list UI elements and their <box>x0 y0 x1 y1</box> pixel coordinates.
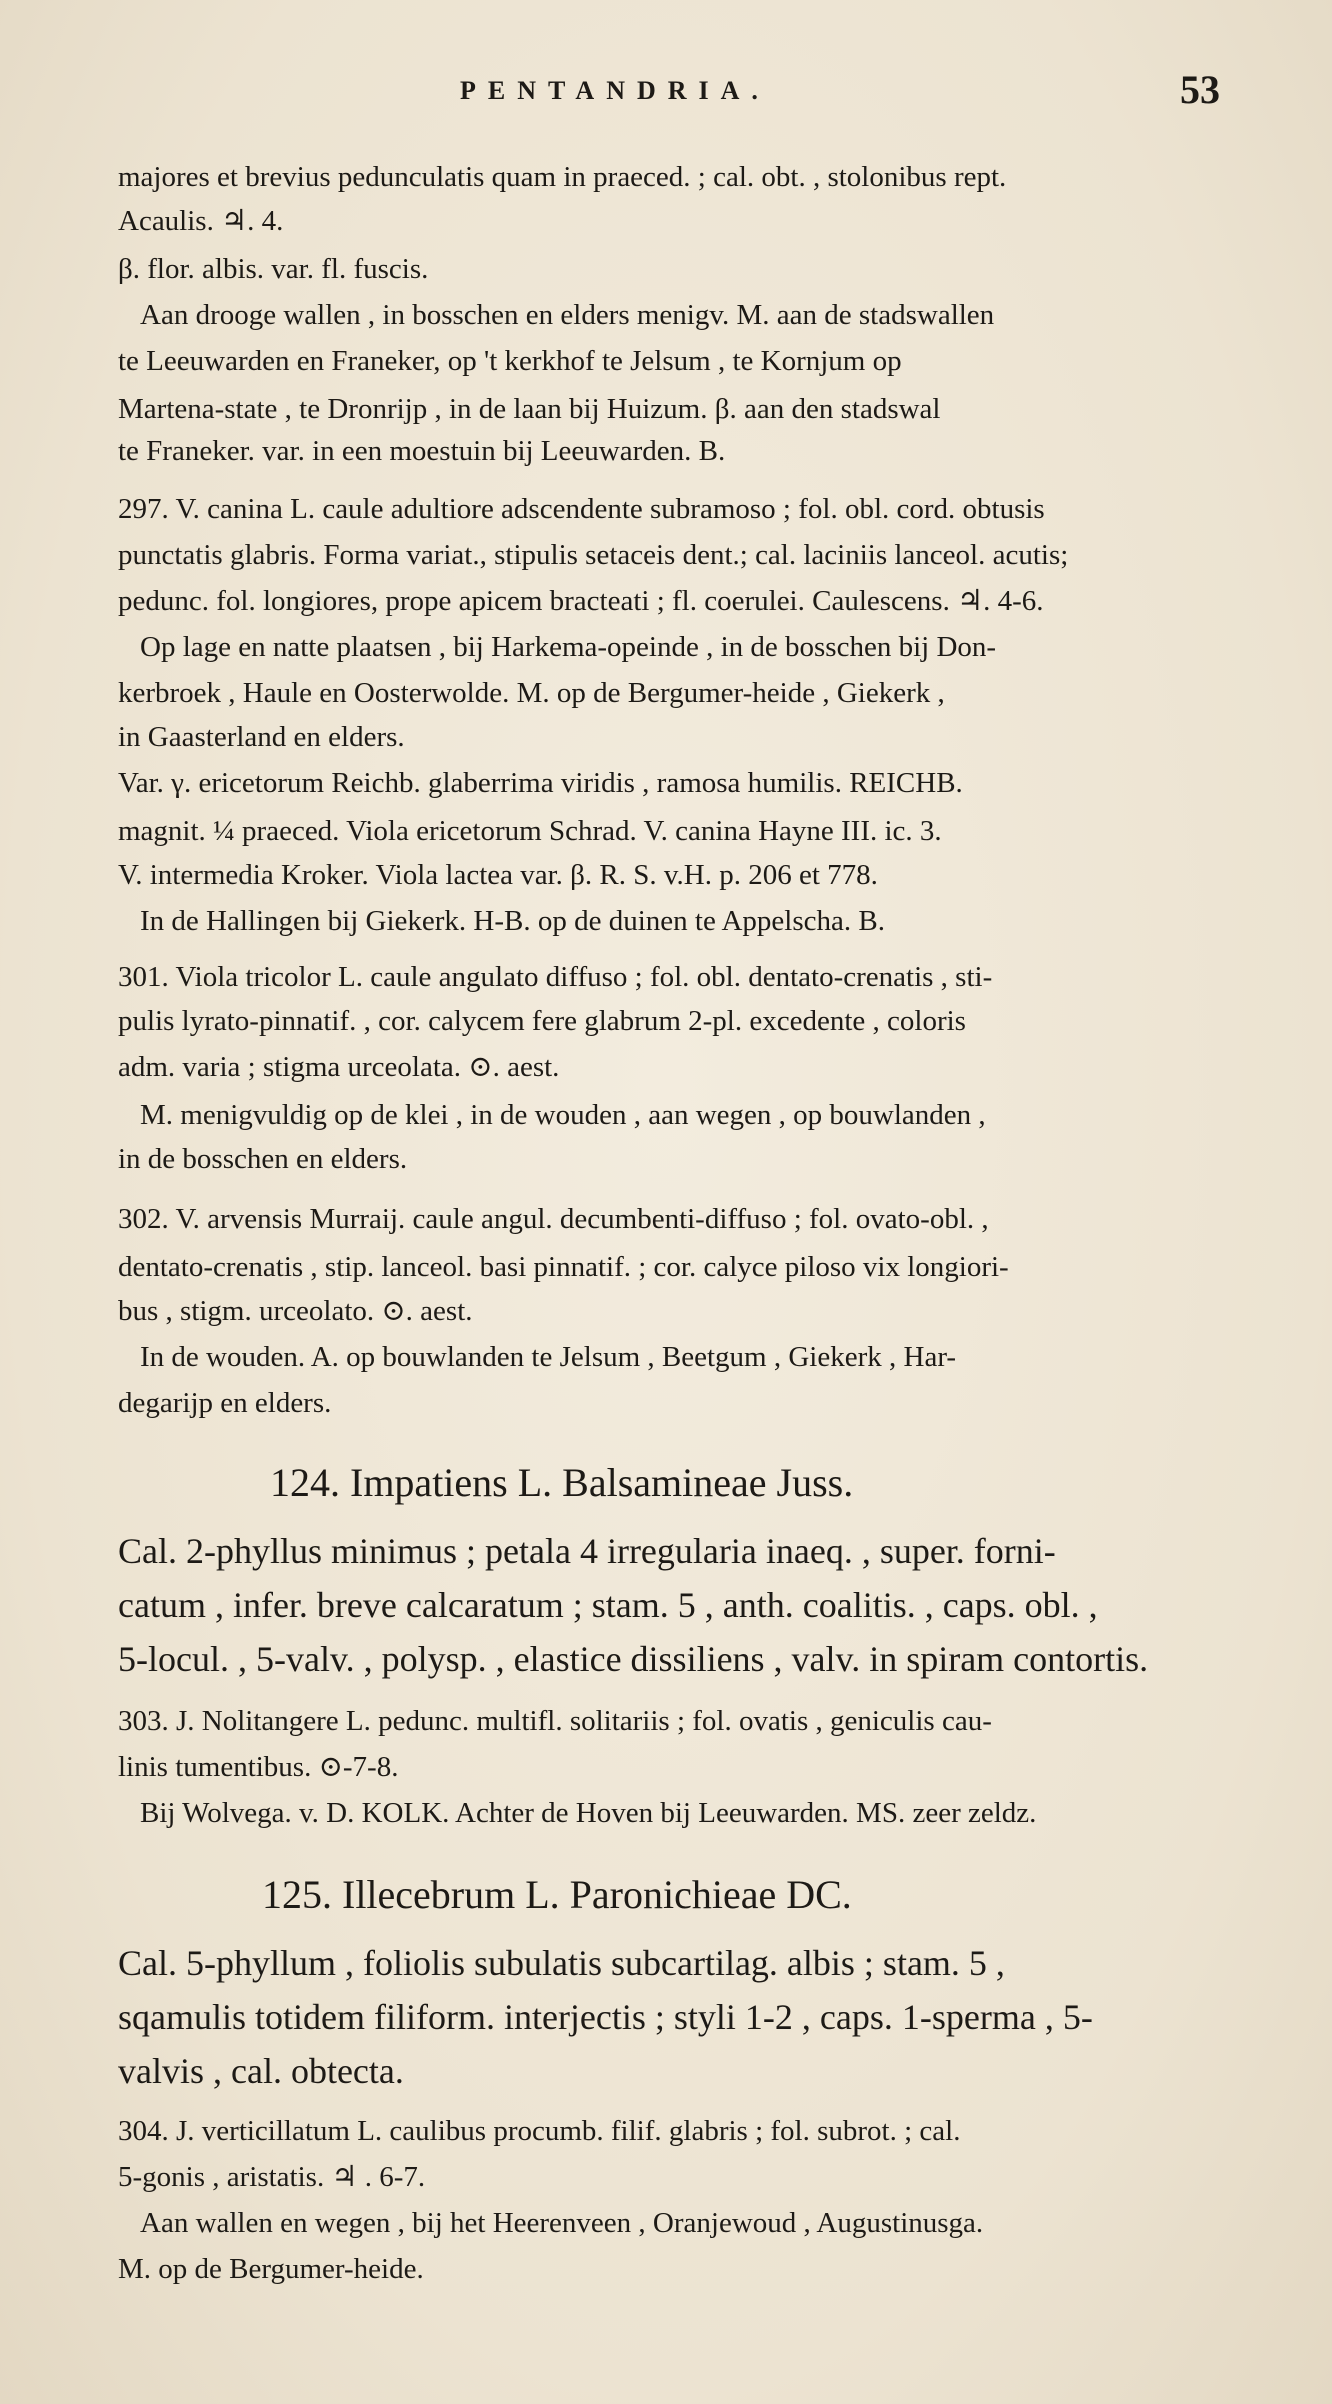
genus-description: 5-locul. , 5-valv. , polysp. , elastice dissiliens , valv. in spiram contortis. <box>118 1639 1149 1679</box>
page-number: 53 <box>1180 67 1220 112</box>
text-line: Aan wallen en wegen , bij het Heerenveen , Oranjewoud , Augustinusga. <box>140 2207 984 2239</box>
genus-description: valvis , cal. obtecta. <box>118 2051 404 2091</box>
text-line: V. intermedia Kroker. Viola lactea var. β. R. S. v.H. p. 206 et 778. <box>118 859 878 891</box>
genus-description: catum , infer. breve calcaratum ; stam. 5 , anth. coalitis. , caps. obl. , <box>118 1585 1098 1625</box>
species-entry: 301. Viola tricolor L. caule angulato diffuso ; fol. obl. dentato-crenatis , sti- <box>118 961 993 993</box>
species-entry: 304. J. verticillatum L. caulibus procumb. filif. glabris ; fol. subrot. ; cal. <box>118 2115 961 2147</box>
text-line: Var. γ. ericetorum Reichb. glaberrima viridis , ramosa humilis. REICHB. <box>118 767 963 799</box>
text-line: bus , stigm. urceolato. ⊙. aest. <box>118 1295 473 1327</box>
genus-description: Cal. 2-phyllus minimus ; petala 4 irregularia inaeq. , super. forni- <box>118 1531 1056 1571</box>
text-line: linis tumentibus. ⊙-7-8. <box>118 1751 399 1783</box>
text-line: in Gaasterland en elders. <box>118 721 405 753</box>
genus-heading: 125. Illecebrum L. Paronichieae DC. <box>262 1872 852 1917</box>
text-line: kerbroek , Haule en Oosterwolde. M. op de Bergumer-heide , Giekerk , <box>118 677 945 709</box>
text-line: Bij Wolvega. v. D. KOLK. Achter de Hoven bij Leeuwarden. MS. zeer zeldz. <box>140 1797 1037 1829</box>
text-line: magnit. ¼ praeced. Viola ericetorum Schrad. V. canina Hayne III. ic. 3. <box>118 815 942 847</box>
text-line: M. op de Bergumer-heide. <box>118 2253 424 2285</box>
text-line: in de bosschen en elders. <box>118 1143 408 1175</box>
text-line: Op lage en natte plaatsen , bij Harkema-opeinde , in de bosschen bij Don- <box>140 631 997 663</box>
text-line: Aan drooge wallen , in bosschen en elders menigv. M. aan de stadswallen <box>140 299 995 331</box>
page-header <box>0 66 1332 116</box>
text-line: In de Hallingen bij Giekerk. H-B. op de duinen te Appelscha. B. <box>140 905 885 937</box>
species-entry: 297. V. canina L. caule adultiore adscendente subramoso ; fol. obl. cord. obtusis <box>118 493 1045 525</box>
text-line: pulis lyrato-pinnatif. , cor. calycem fere glabrum 2-pl. excedente , coloris <box>118 1005 966 1037</box>
text-line: M. menigvuldig op de klei , in de wouden , aan wegen , op bouwlanden , <box>140 1099 986 1131</box>
text-line: Martena-state , te Dronrijp , in de laan bij Huizum. β. aan den stadswal <box>118 393 941 425</box>
running-title: PENTANDRIA. <box>460 76 770 105</box>
text-line: Acaulis. ♃. 4. <box>118 205 284 237</box>
text-line: In de wouden. A. op bouwlanden te Jelsum , Beetgum , Giekerk , Har- <box>140 1341 957 1373</box>
text-line: majores et brevius pedunculatis quam in praeced. ; cal. obt. , stolonibus rept. <box>118 161 1007 193</box>
genus-description: Cal. 5-phyllum , foliolis subulatis subcartilag. albis ; stam. 5 , <box>118 1943 1005 1983</box>
text-line: punctatis glabris. Forma variat., stipulis setaceis dent.; cal. laciniis lanceol. acutis; <box>118 539 1069 571</box>
species-entry: 302. V. arvensis Murraij. caule angul. decumbenti-diffuso ; fol. ovato-obl. , <box>118 1203 989 1235</box>
text-line: te Leeuwarden en Franeker, op 't kerkhof te Jelsum , te Kornjum op <box>118 345 902 377</box>
species-entry: 303. J. Nolitangere L. pedunc. multifl. solitariis ; fol. ovatis , geniculis cau- <box>118 1705 992 1737</box>
text-line: te Franeker. var. in een moestuin bij Leeuwarden. B. <box>118 435 726 467</box>
text-line: adm. varia ; stigma urceolata. ⊙. aest. <box>118 1051 560 1083</box>
text-line: pedunc. fol. longiores, prope apicem bracteati ; fl. coerulei. Caulescens. ♃. 4-6. <box>118 585 1044 617</box>
text-line: β. flor. albis. var. fl. fuscis. <box>118 253 429 285</box>
text-line: dentato-crenatis , stip. lanceol. basi pinnatif. ; cor. calyce piloso vix longiori- <box>118 1251 1009 1283</box>
text-line: 5-gonis , aristatis. ♃ . 6-7. <box>118 2161 426 2193</box>
genus-description: sqamulis totidem filiform. interjectis ; styli 1-2 , caps. 1-sperma , 5- <box>118 1997 1093 2037</box>
genus-heading: 124. Impatiens L. Balsamineae Juss. <box>270 1460 854 1505</box>
text-line: degarijp en elders. <box>118 1387 332 1419</box>
